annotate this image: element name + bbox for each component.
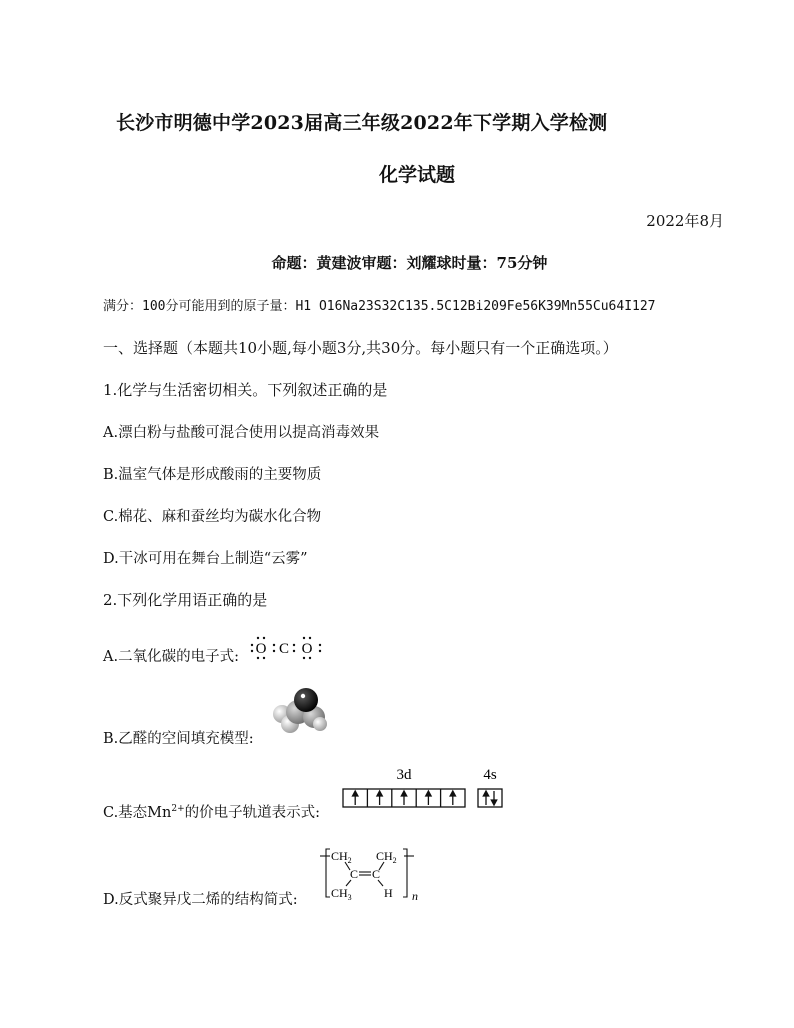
mn-ion-charge: 2+ xyxy=(171,804,185,815)
polymer-h: H xyxy=(384,886,393,900)
question-2-option-c xyxy=(103,801,320,822)
question-2-option-c-prefix: C.基态Mn xyxy=(103,805,172,821)
question-1-option-a: A.漂白粉与盐酸可混合使用以提高消毒效果 xyxy=(103,425,380,441)
co2-atom-c: C xyxy=(278,641,290,657)
question-2-option-c-suffix: 的价电子轨道表示式: xyxy=(184,805,321,821)
orbital-label-4s: 4s xyxy=(483,767,497,783)
acetaldehyde-space-filling-model xyxy=(270,684,332,740)
polymer-ch2-right: $CH_2$ xyxy=(376,849,397,865)
section-heading: 一、选择题（本题共10小题,每小题3分,共30分。每小题只有一个正确选项。） xyxy=(103,339,618,357)
page-subtitle: 化学试题 xyxy=(378,164,455,186)
page-title: 长沙市明德中学2023届高三年级2022年下学期入学检测 xyxy=(116,112,608,134)
orbital-label-3d: 3d xyxy=(396,767,412,783)
co2-atom-o-left: O xyxy=(255,641,267,657)
polymer-ch3: $CH_3$ xyxy=(331,886,352,902)
question-2-option-a: A.二氧化碳的电子式: xyxy=(103,649,239,665)
score-line xyxy=(103,295,656,314)
question-1-stem: 1.化学与生活密切相关。下列叙述正确的是 xyxy=(103,381,388,399)
question-1-option-d: D.干冰可用在舞台上制造“云雾” xyxy=(103,551,308,567)
mn-orbital-diagram xyxy=(340,764,515,814)
question-2-option-d: D.反式聚异戊二烯的结构简式: xyxy=(103,892,298,908)
question-1-option-b: B.温室气体是形成酸雨的主要物质 xyxy=(103,467,322,483)
author-line: 命题：黄建波审题：刘耀球时量：75分钟 xyxy=(271,254,548,272)
polymer-c-right: C xyxy=(372,867,381,881)
polymer-n: n xyxy=(412,889,418,903)
trans-polyisoprene-structure xyxy=(318,840,428,904)
polymer-ch2-left: $CH_2$ xyxy=(331,849,352,865)
question-1-option-c: C.棉花、麻和蚕丝均为碳水化合物 xyxy=(103,509,322,525)
score-text: 满分：100分可能用到的原子量：H1 O16Na23S32C135.5C12Bi209Fe56K39Mn55Cu64I127 xyxy=(103,299,656,314)
co2-atom-o-right: O xyxy=(301,641,313,657)
co2-electron-formula xyxy=(244,628,334,664)
polymer-c-left: C xyxy=(350,867,359,881)
exam-date: 2022年8月 xyxy=(646,212,724,230)
question-2-stem: 2.下列化学用语正确的是 xyxy=(103,591,268,609)
question-2-option-b: B.乙醛的空间填充模型: xyxy=(103,731,254,747)
